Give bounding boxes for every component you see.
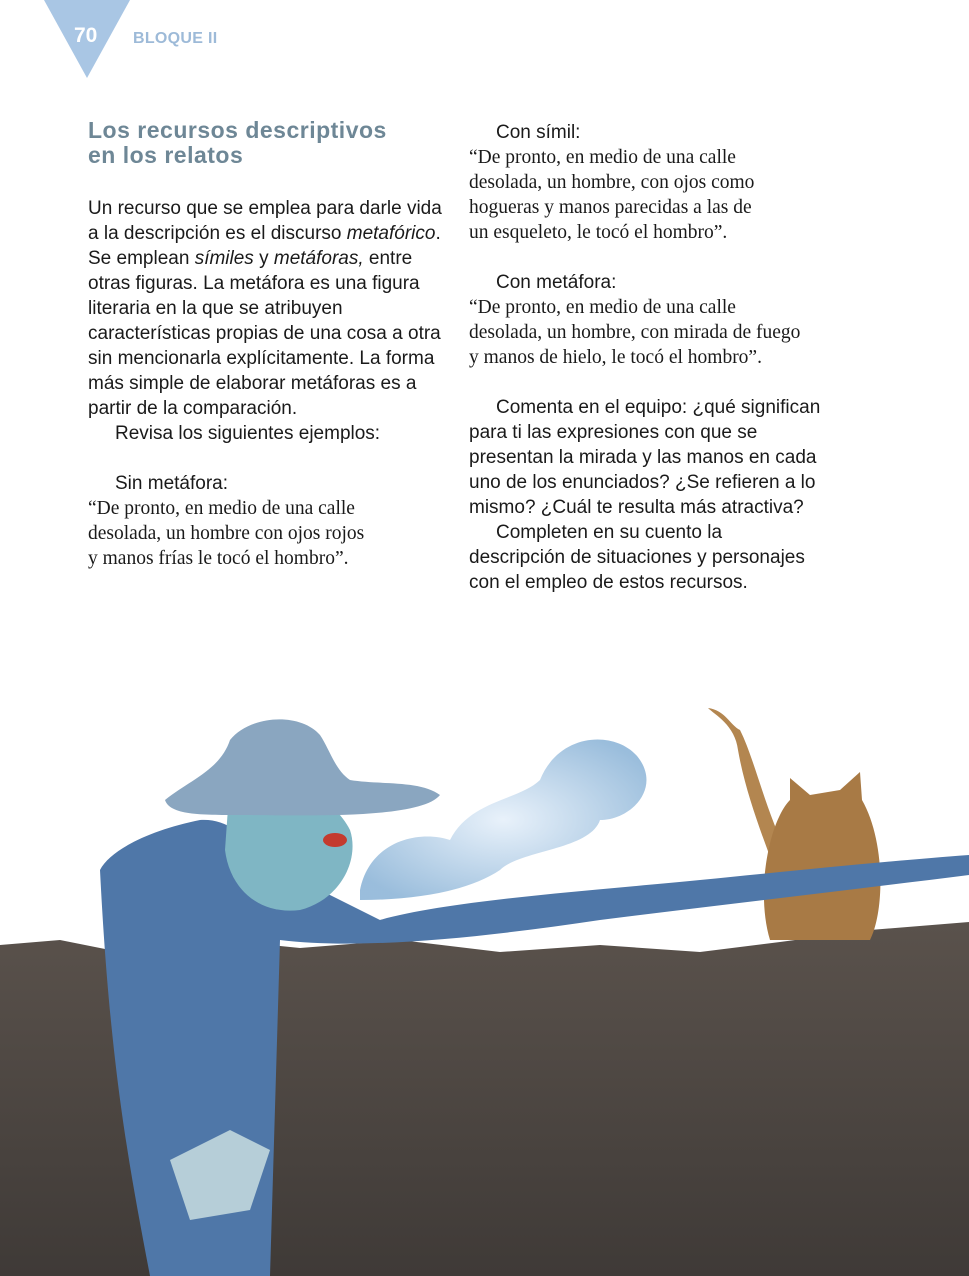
- illustration-man-and-cat: [0, 690, 969, 1276]
- page-number: 70: [74, 24, 98, 47]
- text-line: literaria en la que se atribuyen: [88, 298, 343, 319]
- cloud-breath: [360, 740, 646, 900]
- text-line: presentan la mirada y las manos en cada: [469, 447, 817, 468]
- quote-line: hogueras y manos parecidas a las de: [469, 197, 752, 218]
- text: .: [435, 223, 441, 244]
- italic-term: metafórico: [346, 223, 436, 244]
- section-title: [88, 118, 387, 168]
- spacer: [469, 245, 820, 270]
- text-line: Un recurso que se emplea para darle vida: [88, 198, 442, 219]
- title-line: Los recursos descriptivos: [88, 117, 387, 143]
- man-hat: [165, 719, 440, 815]
- spacer: [469, 370, 820, 395]
- man-red-eye: [323, 833, 347, 847]
- quote-line: y manos de hielo, le tocó el hombro”.: [469, 347, 762, 368]
- text-line: [88, 221, 442, 246]
- text-line: otras figuras. La metáfora es una figura: [88, 273, 420, 294]
- right-column: [469, 120, 820, 595]
- quote-line: un esqueleto, le tocó el hombro”.: [469, 222, 728, 243]
- left-column: [88, 196, 442, 571]
- text-line: mismo? ¿Cuál te resulta más atractiva?: [469, 497, 804, 518]
- text-line: características propias de una cosa a otra: [88, 323, 441, 344]
- quote-line: “De pronto, en medio de una calle: [469, 147, 736, 168]
- text-line: Revisa los siguientes ejemplos:: [115, 423, 381, 444]
- text-line: para ti las expresiones con que se: [469, 422, 758, 443]
- quote-line: “De pronto, en medio de una calle: [469, 297, 736, 318]
- text-line: con el empleo de estos recursos.: [469, 572, 748, 593]
- text: y: [253, 248, 274, 269]
- cat-body: [764, 772, 881, 940]
- text-line: descripción de situaciones y personajes: [469, 547, 805, 568]
- quote-line: desolada, un hombre, con mirada de fuego: [469, 322, 801, 343]
- text-line: uno de los enunciados? ¿Se refieren a lo: [469, 472, 816, 493]
- quote-line: y manos frías le tocó el hombro”.: [88, 548, 349, 569]
- text: a la descripción es el discurso: [88, 223, 347, 244]
- example-label: Con símil:: [496, 122, 581, 143]
- text: Se emplean: [88, 248, 195, 269]
- section-label: BLOQUE II: [133, 30, 218, 47]
- quote-line: desolada, un hombre con ojos rojos: [88, 523, 365, 544]
- example-label: Sin metáfora:: [115, 473, 228, 494]
- title-line: en los relatos: [88, 142, 244, 168]
- quote-line: “De pronto, en medio de una calle: [88, 498, 355, 519]
- text-line: Comenta en el equipo: ¿qué significan: [496, 397, 821, 418]
- example-label: Con metáfora:: [496, 272, 617, 293]
- italic-term: metáforas,: [273, 248, 364, 269]
- text-line: más simple de elaborar metáforas es a: [88, 373, 417, 394]
- text-line: partir de la comparación.: [88, 398, 298, 419]
- text-line: Completen en su cuento la: [496, 522, 723, 543]
- italic-term: símiles: [194, 248, 254, 269]
- text-line: [88, 246, 442, 271]
- spacer: [88, 446, 442, 471]
- text-line: sin mencionarla explícitamente. La forma: [88, 348, 435, 369]
- text: entre: [363, 248, 413, 269]
- quote-line: desolada, un hombre, con ojos como: [469, 172, 755, 193]
